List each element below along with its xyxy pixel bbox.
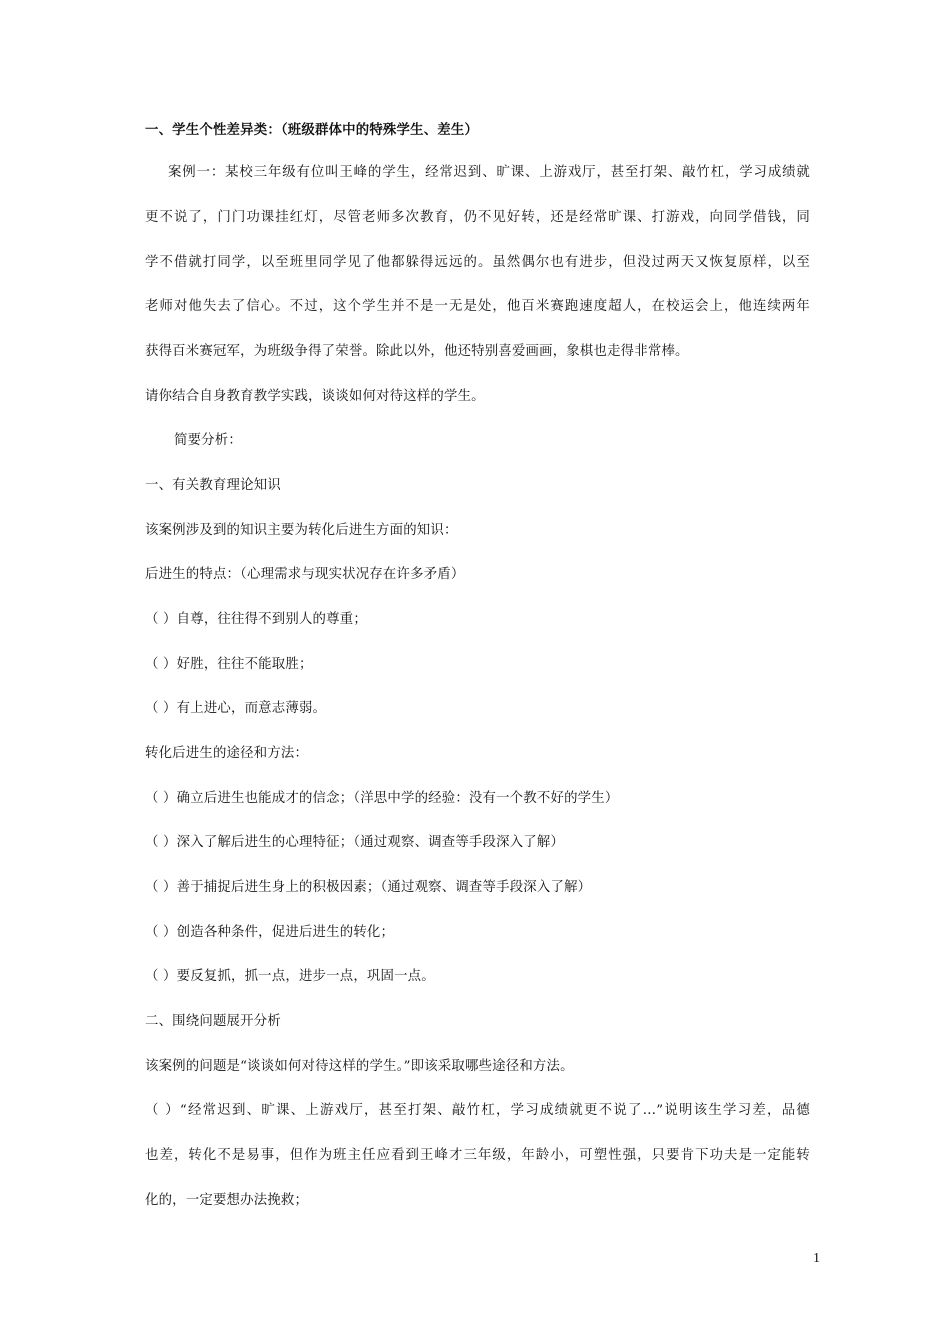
case-paragraph-line: 案例一：某校三年级有位叫王峰的学生，经常迟到、旷课、上游戏厅，甚至打架、敲竹杠，学习成绩就 bbox=[168, 165, 810, 180]
methods-title: 转化后进生的途径和方法： bbox=[145, 746, 309, 761]
page-number: 1 bbox=[813, 1251, 820, 1266]
list-item: （ ）要反复抓，抓一点，进步一点，巩固一点。 bbox=[145, 969, 435, 984]
features-title: 后进生的特点：（心理需求与现实状况存在许多矛盾） bbox=[145, 567, 465, 582]
list-item: （ ）确立后进生也能成才的信念；（洋思中学的经验：没有一个教不好的学生） bbox=[145, 791, 619, 806]
case-paragraph-line: 获得百米赛冠军，为班级争得了荣誉。除此以外，他还特别喜爱画画，象棋也走得非常棒。 bbox=[145, 344, 689, 359]
list-item: （ ）自尊，往往得不到别人的尊重； bbox=[145, 612, 367, 627]
analysis-paragraph-line: 化的，一定要想办法挽救； bbox=[145, 1193, 309, 1208]
analysis-paragraph-line: 也差，转化不是易事，但作为班主任应看到王峰才三年级，年龄小，可塑性强，只要肯下功夫是一定能转 bbox=[145, 1148, 810, 1163]
section-title: 一、有关教育理论知识 bbox=[145, 478, 281, 493]
case-paragraph-line: 老师对他失去了信心。不过，这个学生并不是一无是处，他百米赛跑速度超人，在校运会上，他连续两年 bbox=[145, 299, 810, 314]
section-heading: 一、学生个性差异类：（班级群体中的特殊学生、差生） bbox=[145, 122, 479, 138]
case-paragraph-line: 学不借就打同学，以至班里同学见了他都躲得远远的。虽然偶尔也有进步，但没过两天又恢复原样，以至 bbox=[145, 255, 810, 270]
section-title: 二、围绕问题展开分析 bbox=[145, 1014, 281, 1029]
section-intro: 该案例涉及到的知识主要为转化后进生方面的知识： bbox=[145, 523, 458, 538]
list-item: （ ）好胜，往往不能取胜； bbox=[145, 657, 313, 672]
list-item: （ ）深入了解后进生的心理特征；（通过观察、调查等手段深入了解） bbox=[145, 835, 565, 850]
analysis-paragraph-line: （ ）“经常迟到、旷课、上游戏厅，甚至打架、敲竹杠，学习成绩就更不说了…”说明该生学习差，品德 bbox=[145, 1103, 810, 1118]
case-paragraph-line: 更不说了，门门功课挂红灯，尽管老师多次教育，仍不见好转，还是经常旷课、打游戏，向同学借钱，同 bbox=[145, 210, 810, 225]
list-item: （ ）有上进心，而意志薄弱。 bbox=[145, 701, 327, 716]
list-item: （ ）创造各种条件，促进后进生的转化； bbox=[145, 925, 395, 940]
question-line: 请你结合自身教育教学实践，谈谈如何对待这样的学生。 bbox=[145, 389, 485, 404]
list-item: （ ）善于捕捉后进生身上的积极因素；（通过观察、调查等手段深入了解） bbox=[145, 880, 592, 895]
section-intro: 该案例的问题是“谈谈如何对待这样的学生。”即该采取哪些途径和方法。 bbox=[145, 1059, 574, 1074]
analysis-title: 简要分析： bbox=[174, 433, 242, 448]
